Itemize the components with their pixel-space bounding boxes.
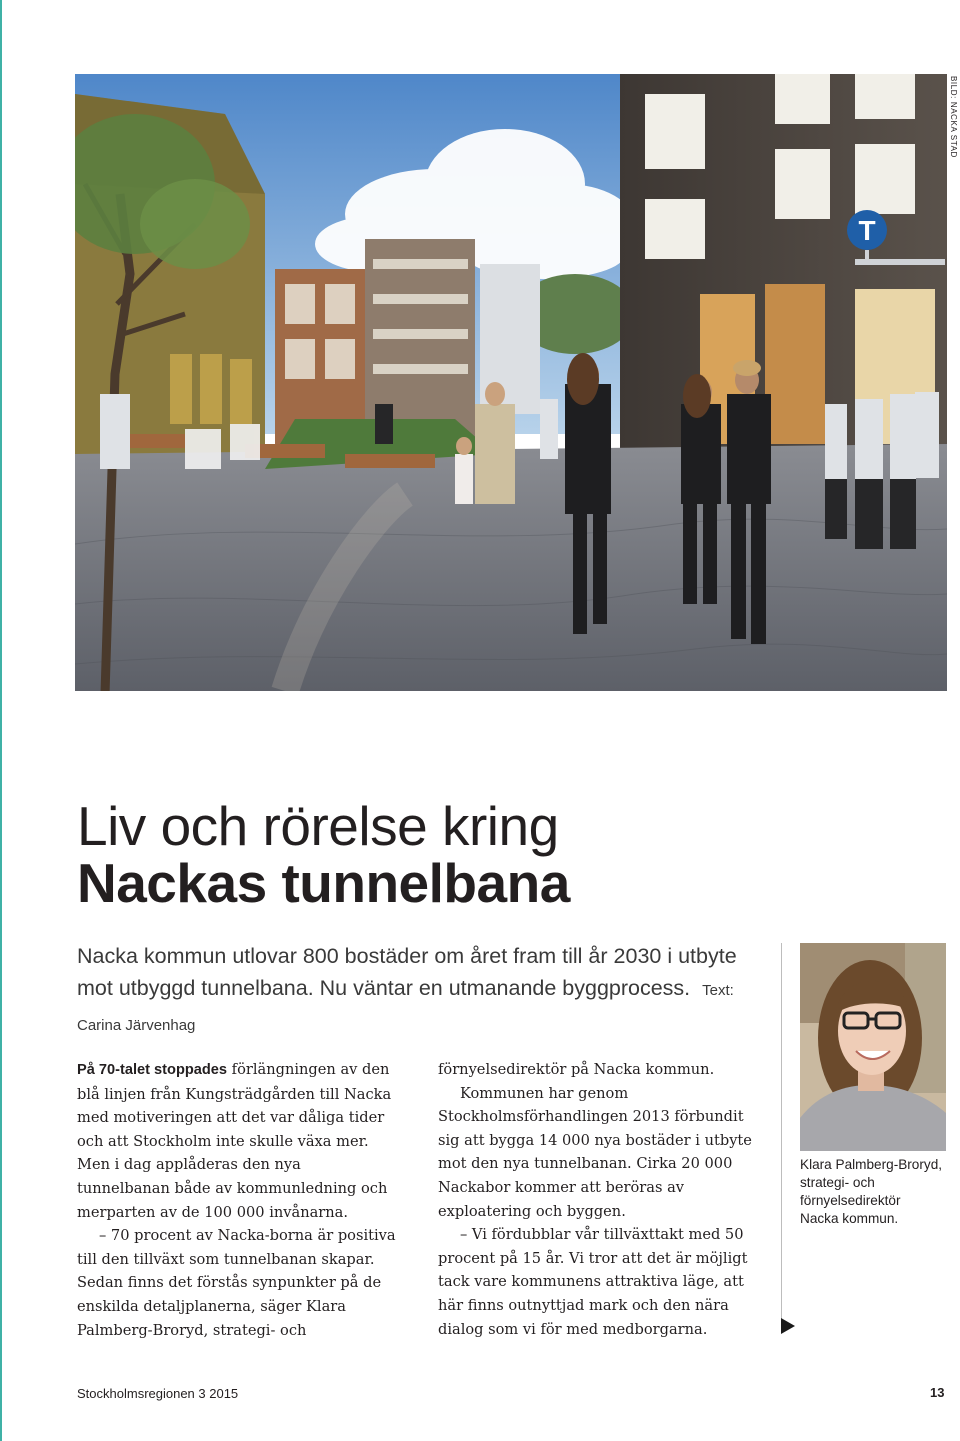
paragraph-text: förlängningen av den blå linjen från Kungsträdgården till Nacka med motiveringen att det var dåliga tider och att Stockholm inte skulle växa mer. Men i dag applåderas den nya tunnelbanan både av kommunledning och merparten av de 100 000 invånarna. (77, 1061, 392, 1221)
lead-in: På 70-talet stoppades (77, 1062, 228, 1078)
column-divider (781, 943, 782, 1333)
street-scene-illustration (75, 74, 947, 691)
metro-sign-letter: T (858, 215, 876, 246)
portrait-photo (800, 943, 946, 1151)
portrait-caption (800, 1156, 960, 1228)
photo-credit (948, 74, 960, 274)
page-number: 13 (930, 1385, 945, 1400)
caption-line: strategi- och (800, 1175, 875, 1190)
body-paragraph-quote: – 70 procent av Nacka-borna är positiva till den tillväxt som tunnelbanan skapar. Sedan finns det förstås synpunkter på de enskilda detaljplanerna, säger Klara Palmberg-Broryd, strategi- och (77, 1227, 396, 1339)
body-paragraph (77, 1058, 397, 1224)
portrait-illustration (800, 943, 946, 1151)
photo-credit-text: BILD: NACKA STAD (949, 76, 958, 158)
ingress (77, 940, 767, 1042)
hero-illustration (75, 74, 947, 691)
page-edge-accent-line (0, 0, 2, 1441)
caption-line: Klara Palmberg-Broryd, (800, 1157, 943, 1172)
body-paragraph: förnyelsedirektör på Nacka kommun. (438, 1061, 715, 1078)
headline-line-2: Nackas tunnelbana (77, 852, 570, 914)
shop-window-mid (765, 284, 825, 444)
continue-arrow-icon (781, 1318, 795, 1334)
byline: Text: Carina Järvenhag (77, 982, 734, 1034)
caption-line: Nacka kommun. (800, 1211, 899, 1226)
ingress-text: Nacka kommun utlovar 800 bostäder om året fram till år 2030 i utbyte mot utbyggd tunnelbana. Nu väntar en utmanande byggprocess. (77, 944, 737, 1000)
body-paragraph: Kommunen har genom Stockholmsförhandlingen 2013 förbundit sig att bygga 14 000 nya bostäder i utbyte mot den nya tunnelbanan. Cirka 20 000 Nackabor kommer att beröras av exploatering och byggen. (438, 1084, 752, 1220)
body-paragraph-quote: – Vi fördubblar vår tillväxttakt med 50 procent på 15 år. Vi tror att det är möjligt tack vare kommunens attraktiva läge, att här finns outnyttjad mark och den nära dialog som vi för med medborgarna. (438, 1226, 748, 1338)
footer-publication: Stockholmsregionen 3 2015 (77, 1386, 239, 1401)
body-column-1 (77, 1058, 397, 1342)
caption-line: förnyelsedirektör (800, 1193, 901, 1208)
body-column-2 (438, 1058, 766, 1341)
headline-line-1: Liv och rörelse kring (77, 795, 559, 857)
